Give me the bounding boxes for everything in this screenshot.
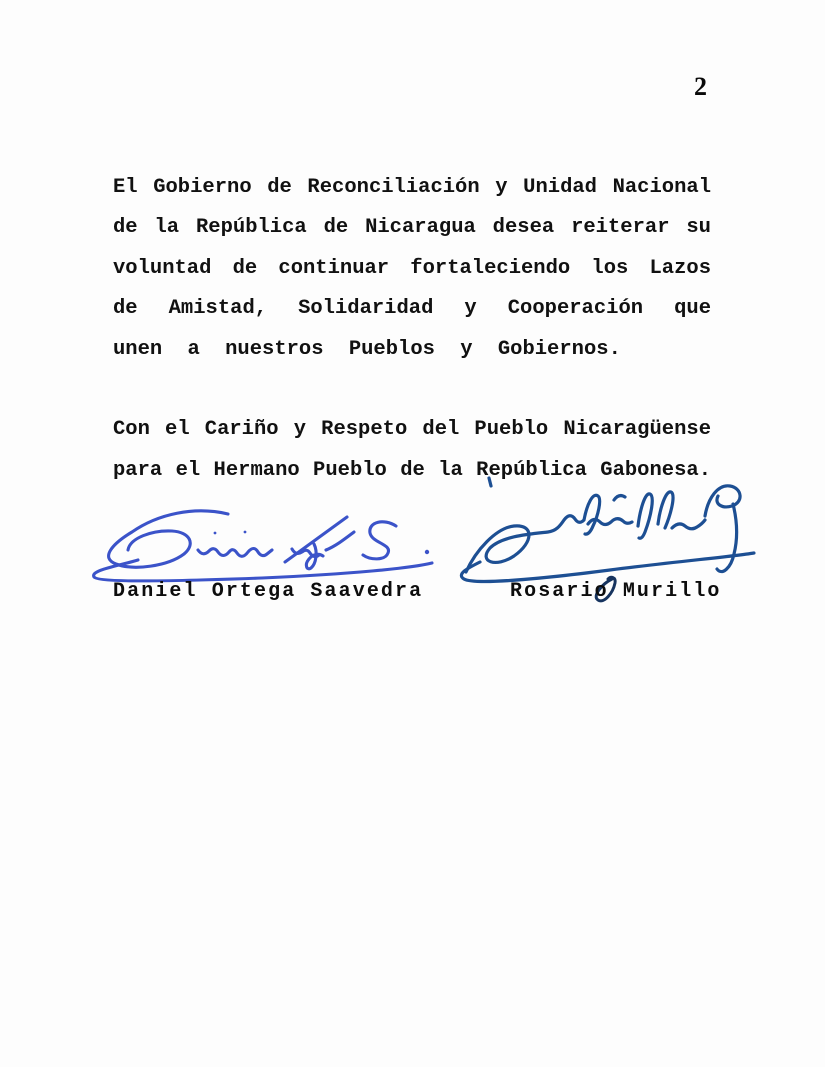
daniel-ortega-signature-strokes <box>94 511 432 581</box>
document-line: Con el Cariño y Respeto del Pueblo Nicaragüense <box>113 418 711 442</box>
letter-body <box>113 168 711 491</box>
daniel-ortega-signature <box>82 494 447 586</box>
signatory-name-daniel-ortega: Daniel Ortega Saavedra <box>113 580 424 603</box>
page-number: 2 <box>694 72 707 101</box>
document-line: de la República de Nicaragua desea reiterar su <box>113 216 711 240</box>
paragraph-1 <box>113 168 711 370</box>
rosario-murillo-signature-strokes <box>461 478 754 581</box>
document-line: de Amistad, Solidaridad y Cooperación que <box>113 297 711 321</box>
document-line: para el Hermano Pueblo de la República Gabonesa. <box>113 458 711 482</box>
document-line: voluntad de continuar fortaleciendo los Lazos <box>113 256 711 280</box>
document-line: unen a nuestros Pueblos y Gobiernos. <box>113 337 621 361</box>
signatory-name-rosario-murillo: Rosario Murillo <box>510 580 722 603</box>
document-line: El Gobierno de Reconciliación y Unidad Nacional <box>113 176 711 199</box>
